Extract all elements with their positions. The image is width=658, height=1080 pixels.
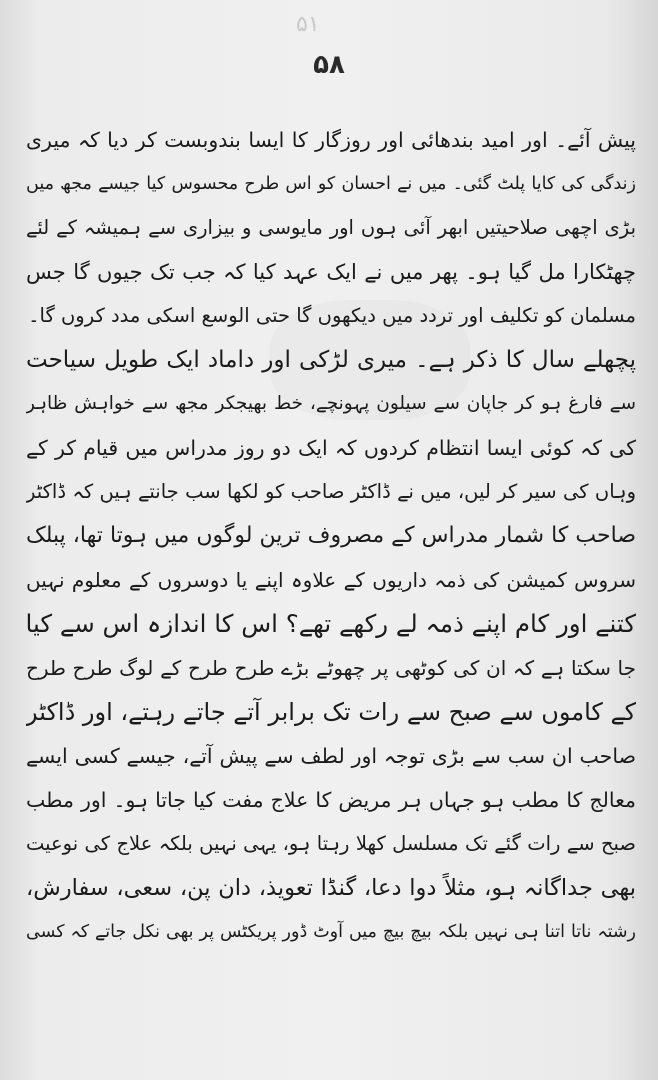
page-number: ۵۸ [313,50,345,80]
body-text [26,118,636,954]
text-line-6: پچھلے سال کا ذکر ہے۔ میری لڑکی اور داماد ایک طویل سیاحت [26,347,636,373]
text-line-8: کی کہ کوئی ایسا انتظام کردوں کہ ایک دو روز مدراس میں قیام کر کے [26,436,636,460]
text-line-1: پیش آئے۔ اور امید بندھائی اور روزگار کا ایسا بندوبست کر دیا کہ میری [26,128,636,152]
text-line-18: بھی جداگانہ ہو، مثلاً دوا دعا، گنڈا تعویذ، دان پن، سعی، سفارش، [26,875,636,901]
text-line-12: کتنے اور کام اپنے ذمہ لے رکھے تھے؟ اس کا اندازہ اس سے کیا [26,609,636,638]
text-line-15: صاحب ان سب سے بڑی توجہ اور لطف سے پیش آتے، جیسے کسی ایسے [26,744,636,768]
text-line-19: رشتہ ناتا اتنا ہی نہیں بلکہ بیچ بیچ میں آوٹ ڈور پریکٹس پر بھی نکل جاتے کہ کسی [26,922,636,942]
text-line-14: کے کاموں سے صبح سے رات تک برابر آتے جاتے رہتے، اور ڈاکٹر [26,698,636,726]
text-line-17: صبح سے رات گئے تک مسلسل کھلا رہتا ہو، یہی نہیں بلکہ علاج کی نوعیت [26,832,636,855]
text-line-10: صاحب کا شمار مدراس کے مصروف ترین لوگوں میں ہوتا تھا، پبلک [26,523,636,548]
text-line-13: جا سکتا ہے کہ ان کی کوٹھی پر چھوٹے بڑے طرح طرح کے لوگ طرح طرح [26,656,636,680]
text-line-4: چھٹکارا مل گیا ہو۔ پھر میں نے ایک عہد کیا کہ جب تک جیوں گا جس [26,260,636,284]
text-line-9: وہاں کی سیر کر لیں، میں نے ڈاکٹر صاحب کو لکھا سب جانتے ہیں کہ ڈاکٹر [26,480,636,503]
faint-page-stamp: ۵۱ [296,12,320,37]
text-line-11: سروس کمیشن کی ذمہ داریوں کے علاوہ اپنے یا دوسروں کے معلوم نہیں [26,568,636,592]
text-line-3: بڑی اچھی صلاحیتیں ابھر آئی ہوں اور مایوسی و بیزاری سے ہمیشہ کے لئے [26,216,636,239]
text-line-7: سے فارغ ہو کر جاپان سے سیلون پہونچے، خط بھیجکر مجھ سے خواہش ظاہر [26,393,636,414]
text-line-5: مسلمان کو تکلیف اور تردد میں دیکھوں گا حتی الوسع اسکی مدد کروں گا۔ [28,304,636,327]
text-line-2: زندگی کی کایا پلٹ گئی۔ میں نے احسان کو اس طرح محسوس کیا جیسے مجھ میں [26,174,636,194]
text-line-16: معالج کا مطب ہو جہاں ہر مریض کا علاج مفت کیا جاتا ہو۔ اور مطب [26,788,636,812]
